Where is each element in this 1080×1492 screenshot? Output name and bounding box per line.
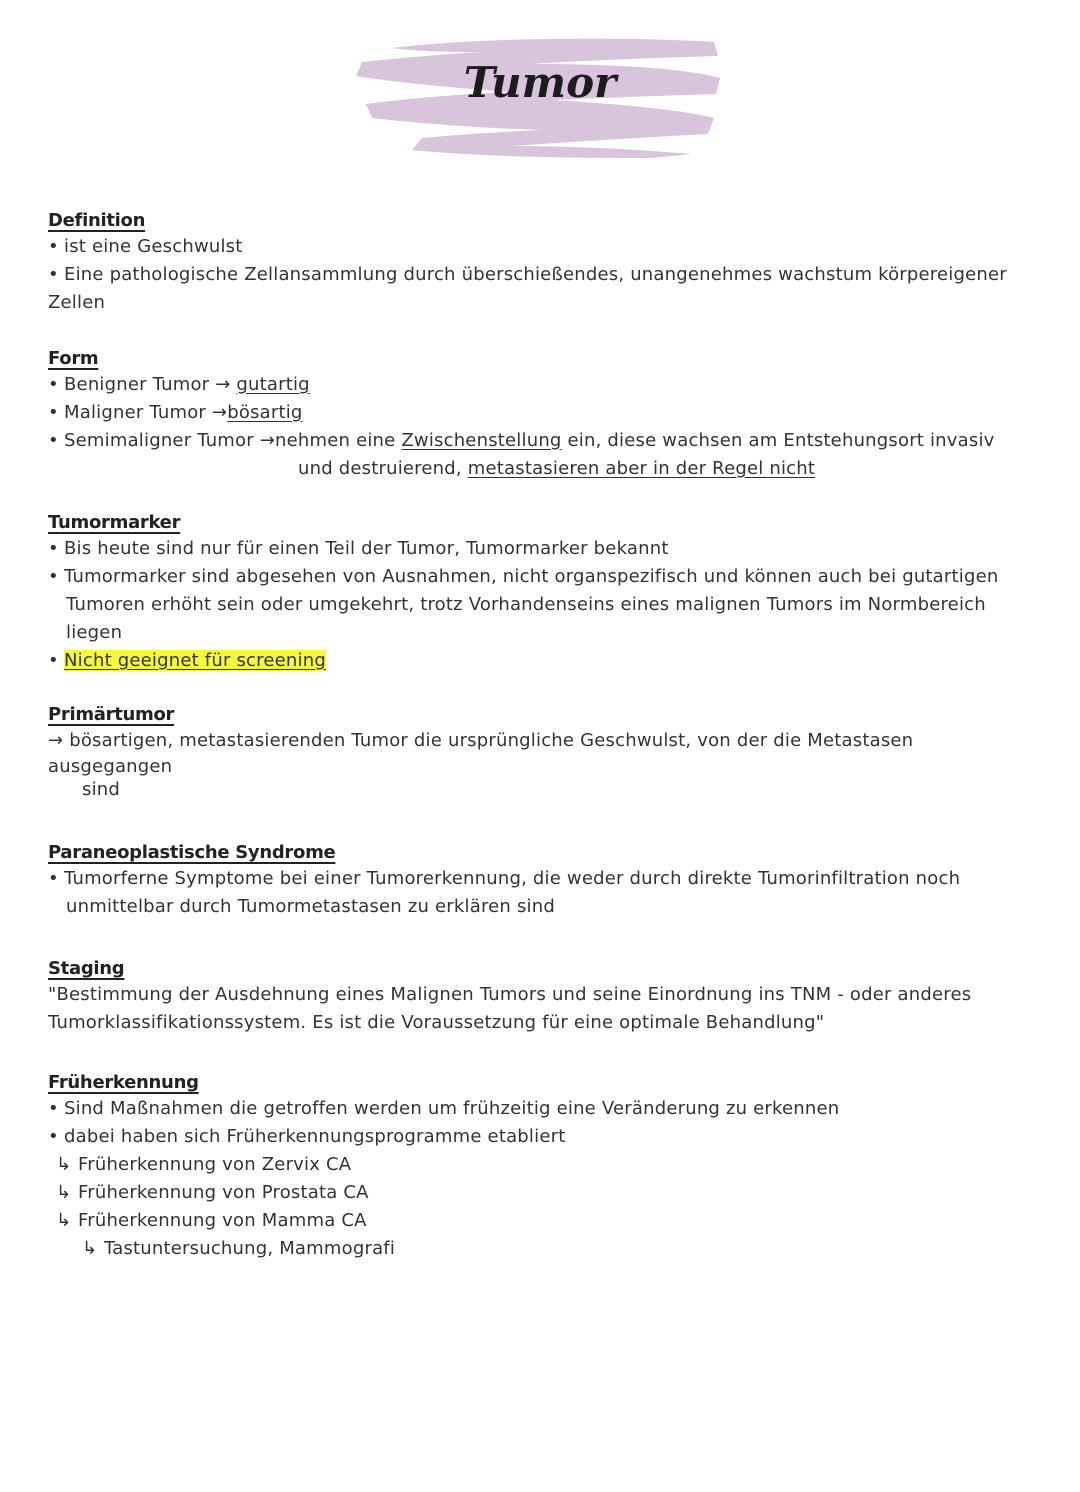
form-bullet-semimalign-cont: und destruierend, metastasieren aber in der Regel nicht [298,458,816,479]
frueherkennung-sub-prostata: ↳ Früherkennung von Prostata CA [48,1179,1038,1207]
paraneoplastisch-bullet-1: • Tumorferne Symptome bei einer Tumorerkennung, die weder durch direkte Tumorinfiltration noch [48,868,961,889]
form-bullet-semimalign: • Semimaligner Tumor →nehmen eine Zwischenstellung ein, diese wachsen am Entstehungsort invasiv [48,430,995,451]
tumormarker-bullet-3: • Nicht geeignet für screening [48,650,326,671]
form-section [48,348,1038,483]
form-bullet-malign: • Maligner Tumor →bösartig [48,402,303,423]
definition-bullet-1: • ist eine Geschwulst [48,236,243,257]
tumormarker-bullet-2-cont-2: liegen [66,622,123,643]
staging-heading: Staging [48,958,125,979]
tumormarker-bullet-2-cont: Tumoren erhöht sein oder umgekehrt, trotz Vorhandenseins eines malignen Tumors im Normbereich [66,594,986,615]
staging-line-2: Tumorklassifikationssystem. Es ist die Voraussetzung für eine optimale Behandlung" [48,1012,825,1033]
frueherkennung-bullet-1: • Sind Maßnahmen die getroffen werden um frühzeitig eine Veränderung zu erkennen [48,1098,840,1119]
frueherkennung-bullet-2: • dabei haben sich Früherkennungsprogramme etabliert [48,1126,566,1147]
definition-heading: Definition [48,210,146,231]
primaertumor-section [48,704,1038,801]
screening-highlight: Nicht geeignet für screening [64,650,326,671]
tumormarker-heading: Tumormarker [48,512,181,533]
staging-section [48,958,1038,1037]
sub-arrow-icon: ↳ [82,1238,98,1259]
sub-arrow-icon: ↳ [56,1210,72,1231]
definition-bullet-2-cont: Zellen [48,292,106,313]
tumormarker-bullet-2: • Tumormarker sind abgesehen von Ausnahmen, nicht organspezifisch und können auch bei gutartigen [48,566,999,587]
frueherkennung-sub-zervix: ↳ Früherkennung von Zervix CA [48,1151,1038,1179]
frueherkennung-heading: Früherkennung [48,1072,199,1093]
staging-line-1: "Bestimmung der Ausdehnung eines Malignen Tumors und seine Einordnung ins TNM - oder anderes [48,984,972,1005]
paraneoplastisch-section [48,842,1038,921]
form-bullet-benign: • Benigner Tumor → gutartig [48,374,310,395]
frueherkennung-section [48,1072,1038,1263]
tumormarker-section [48,512,1038,675]
page-title: Tumor [463,58,617,107]
form-heading: Form [48,348,99,369]
paraneoplastisch-bullet-1-cont: unmittelbar durch Tumormetastasen zu erklären sind [66,896,555,917]
primaertumor-line-2: ausgegangen [48,756,173,777]
definition-bullet-2: • Eine pathologische Zellansammlung durch überschießendes, unangenehmes wachstum körpereigener [48,264,1007,285]
frueherkennung-sub-mamma: ↳ Früherkennung von Mamma CA [48,1207,1038,1235]
sub-arrow-icon: ↳ [56,1182,72,1203]
paraneoplastisch-heading: Paraneoplastische Syndrome [48,842,336,863]
definition-section [48,210,1038,317]
primaertumor-line-3: sind [82,779,121,800]
sub-arrow-icon: ↳ [56,1154,72,1175]
tumormarker-bullet-1: • Bis heute sind nur für einen Teil der Tumor, Tumormarker bekannt [48,538,669,559]
primaertumor-heading: Primärtumor [48,704,175,725]
frueherkennung-sub-mamma-detail: ↳ Tastuntersuchung, Mammografi [48,1235,1038,1263]
primaertumor-line-1: → bösartigen, metastasierenden Tumor die ursprüngliche Geschwulst, von der die Metastasen [48,730,914,751]
